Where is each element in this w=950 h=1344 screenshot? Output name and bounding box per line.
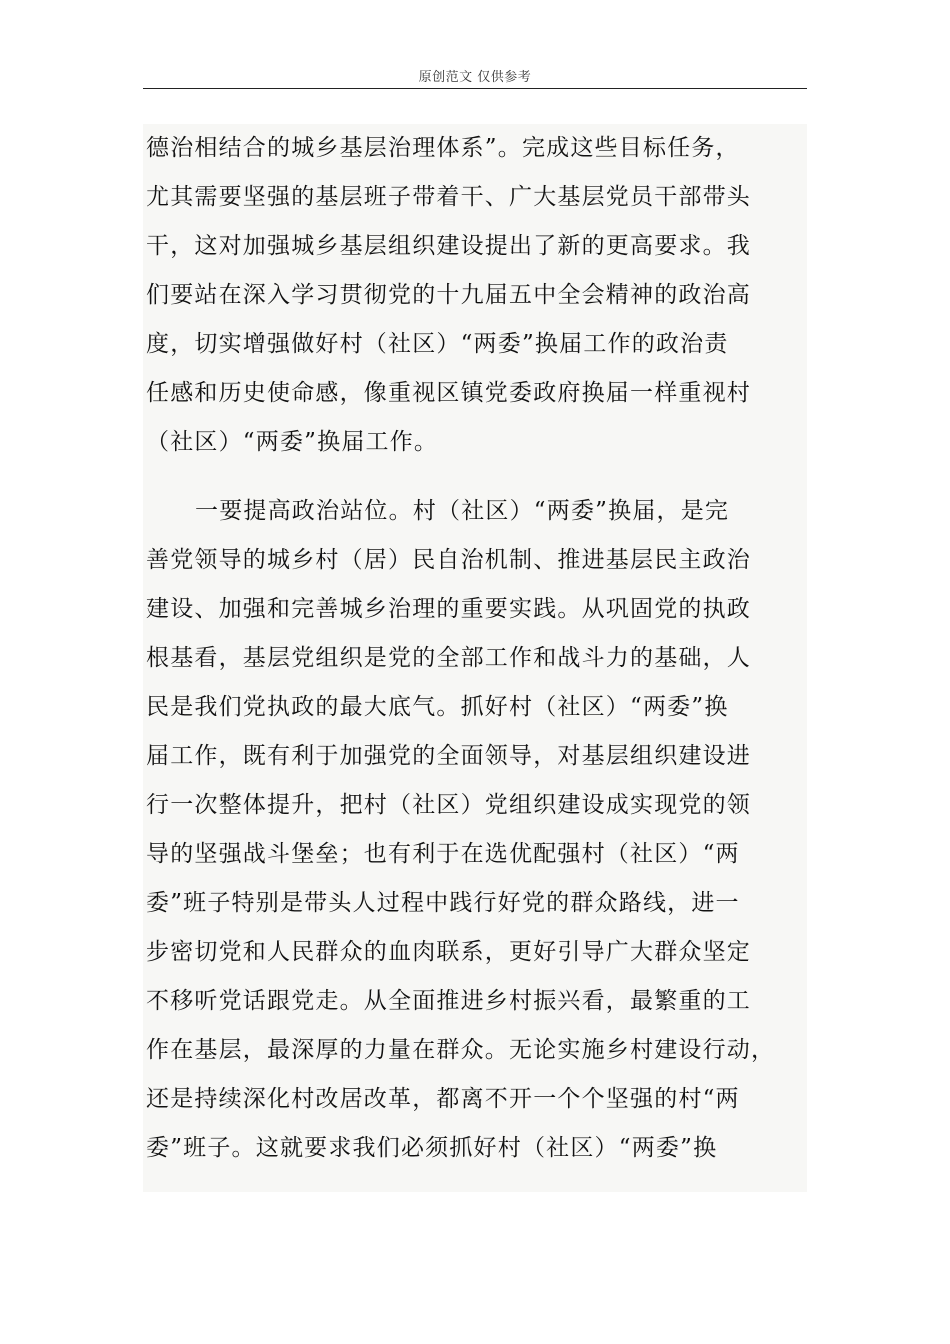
text-line: 不移听党话跟党走。从全面推进乡村振兴看，最繁重的工 [146, 988, 751, 1014]
text-line: 们要站在深入学习贯彻党的十九届五中全会精神的政治高 [146, 282, 751, 308]
text-line: 委”班子。这就要求我们必须抓好村（社区）“两委”换 [146, 1135, 718, 1161]
text-line: （社区）“两委”换届工作。 [146, 429, 439, 455]
text-line: 干，这对加强城乡基层组织建设提出了新的更高要求。我 [146, 233, 751, 259]
text-line: 届工作，既有利于加强党的全面领导，对基层组织建设进 [146, 743, 751, 769]
header-text: 原创范文 仅供参考 [418, 70, 532, 85]
page-header [143, 66, 807, 89]
paragraph-1 [143, 124, 807, 467]
document-body [143, 124, 807, 1192]
text-line: 步密切党和人民群众的血肉联系，更好引导广大群众坚定 [146, 939, 751, 965]
text-line: 导的坚强战斗堡垒；也有利于在选优配强村（社区）“两 [146, 841, 740, 867]
text-line: 任感和历史使命感，像重视区镇党委政府换届一样重视村 [146, 380, 751, 406]
paragraph-spacer [143, 467, 807, 487]
text-line: 行一次整体提升，把村（社区）党组织建设成实现党的领 [146, 792, 751, 818]
paragraph-2 [143, 487, 807, 1173]
text-line: 尤其需要坚强的基层班子带着干、广大基层党员干部带头 [146, 184, 751, 210]
text-line: 委”班子特别是带头人过程中践行好党的群众路线，进一 [146, 890, 740, 916]
text-line: 德治相结合的城乡基层治理体系”。完成这些目标任务， [146, 135, 740, 161]
text-line: 一要提高政治站位。村（社区）“两委”换届，是完 [195, 498, 730, 524]
text-line: 建设、加强和完善城乡治理的重要实践。从巩固党的执政 [146, 596, 751, 622]
text-line: 善党领导的城乡村（居）民自治机制、推进基层民主政治 [146, 547, 751, 573]
text-line: 度，切实增强做好村（社区）“两委”换届工作的政治责 [146, 331, 729, 357]
text-line: 还是持续深化村改居改革，都离不开一个个坚强的村“两 [146, 1086, 740, 1112]
text-line: 作在基层，最深厚的力量在群众。无论实施乡村建设行动， [146, 1037, 776, 1063]
text-line: 根基看，基层党组织是党的全部工作和战斗力的基础，人 [146, 645, 751, 671]
text-line: 民是我们党执政的最大底气。抓好村（社区）“两委”换 [146, 694, 729, 720]
